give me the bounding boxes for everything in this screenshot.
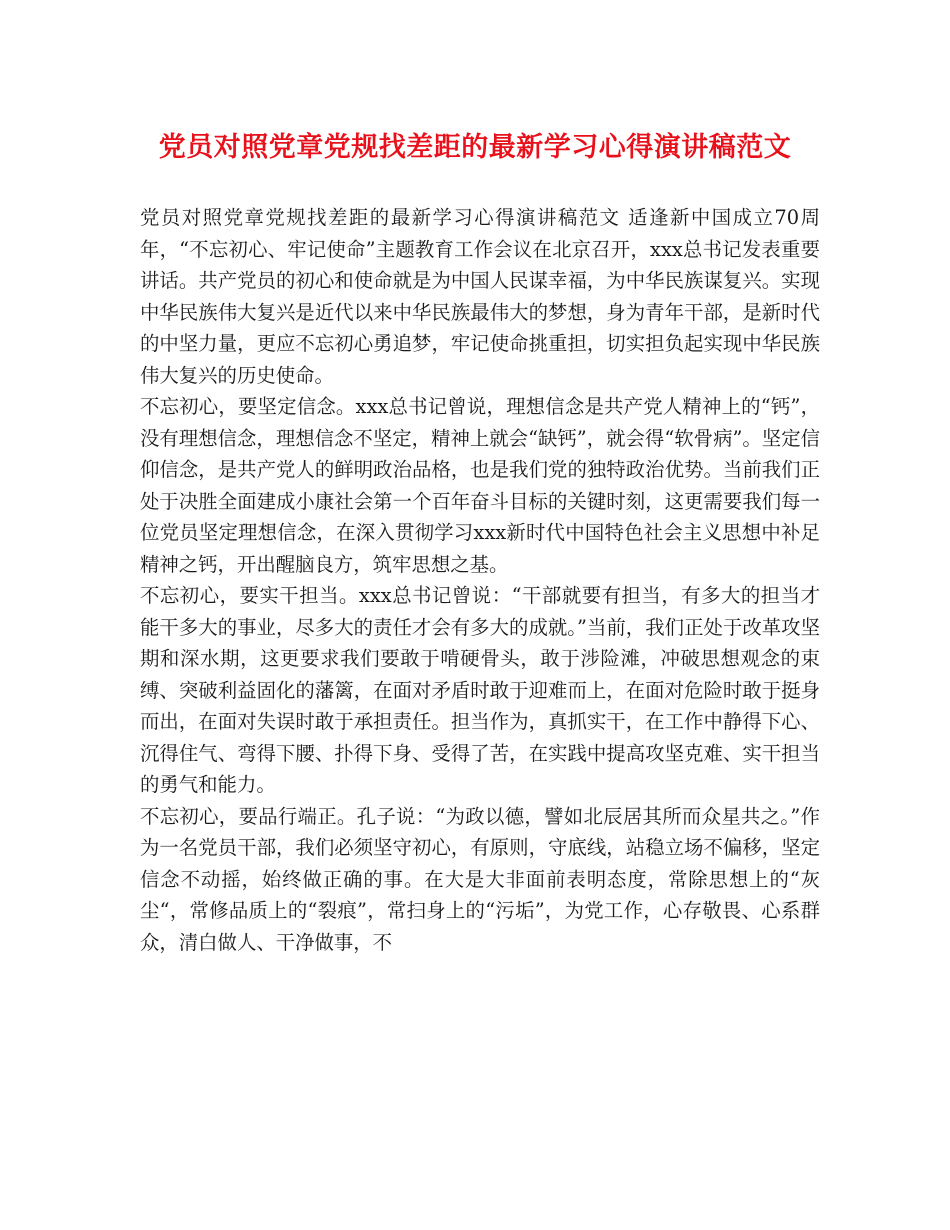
- paragraph-intro: 党员对照党章党规找差距的最新学习心得演讲稿范文 适逢新中国成立70周年，“不忘初心、牢记使命”主题教育工作会议在北京召开，xxx总书记发表重要讲话。共产党员的初心和使命就是为中国人民谋幸福，为中华民族谋复兴。实现中华民族伟大复兴是近代以来中华民族最伟大的梦想，身为青年干部，是新时代的中坚力量，更应不忘初心勇追梦，牢记使命挑重担，切实担负起实现中华民族伟大复兴的历史使命。: [140, 206, 820, 387]
- document-title: 党员对照党章党规找差距的最新学习心得演讲稿范文: [158, 132, 792, 163]
- paragraph-responsibility: 不忘初心，要实干担当。xxx总书记曾说：“干部就要有担当，有多大的担当才能干多大的事业，尽多大的责任才会有多大的成就。”当前，我们正处于改革攻坚期和深水期，这更要求我们要敢于啃硬骨头，敢于涉险滩，冲破思想观念的束缚、突破利益固化的藩篱，在面对矛盾时敢于迎难而上，在面对危险时敢于挺身而出，在面对失误时敢于承担责任。担当作为，真抓实干，在工作中静得下心、沉得住气、弯得下腰、扑得下身、受得了苦，在实践中提高攻坚克难、实干担当的勇气和能力。: [140, 584, 820, 796]
- paragraph-firm-belief: 不忘初心，要坚定信念。xxx总书记曾说，理想信念是共产党人精神上的“钙”，没有理想信念，理想信念不坚定，精神上就会“缺钙”，就会得“软骨病”。坚定信仰信念，是共产党人的鲜明政治品格，也是我们党的独特政治优势。当前我们正处于决胜全面建成小康社会第一个百年奋斗目标的关键时刻，这更需要我们每一位党员坚定理想信念，在深入贯彻学习xxx新时代中国特色社会主义思想中补足精神之钙，开出醒脑良方，筑牢思想之基。: [140, 395, 820, 576]
- document-body: [140, 202, 820, 958]
- paragraph-integrity: 不忘初心，要品行端正。孔子说：“为政以德，譬如北辰居其所而众星共之。”作为一名党员干部，我们必须坚守初心，有原则，守底线，站稳立场不偏移，坚定信念不动摇，始终做正确的事。在大是大非面前表明态度，常除思想上的“灰尘“，常修品质上的“裂痕”，常扫身上的“污垢”，为党工作，心存敬畏、心系群众，清白做人、干净做事，不: [140, 804, 820, 954]
